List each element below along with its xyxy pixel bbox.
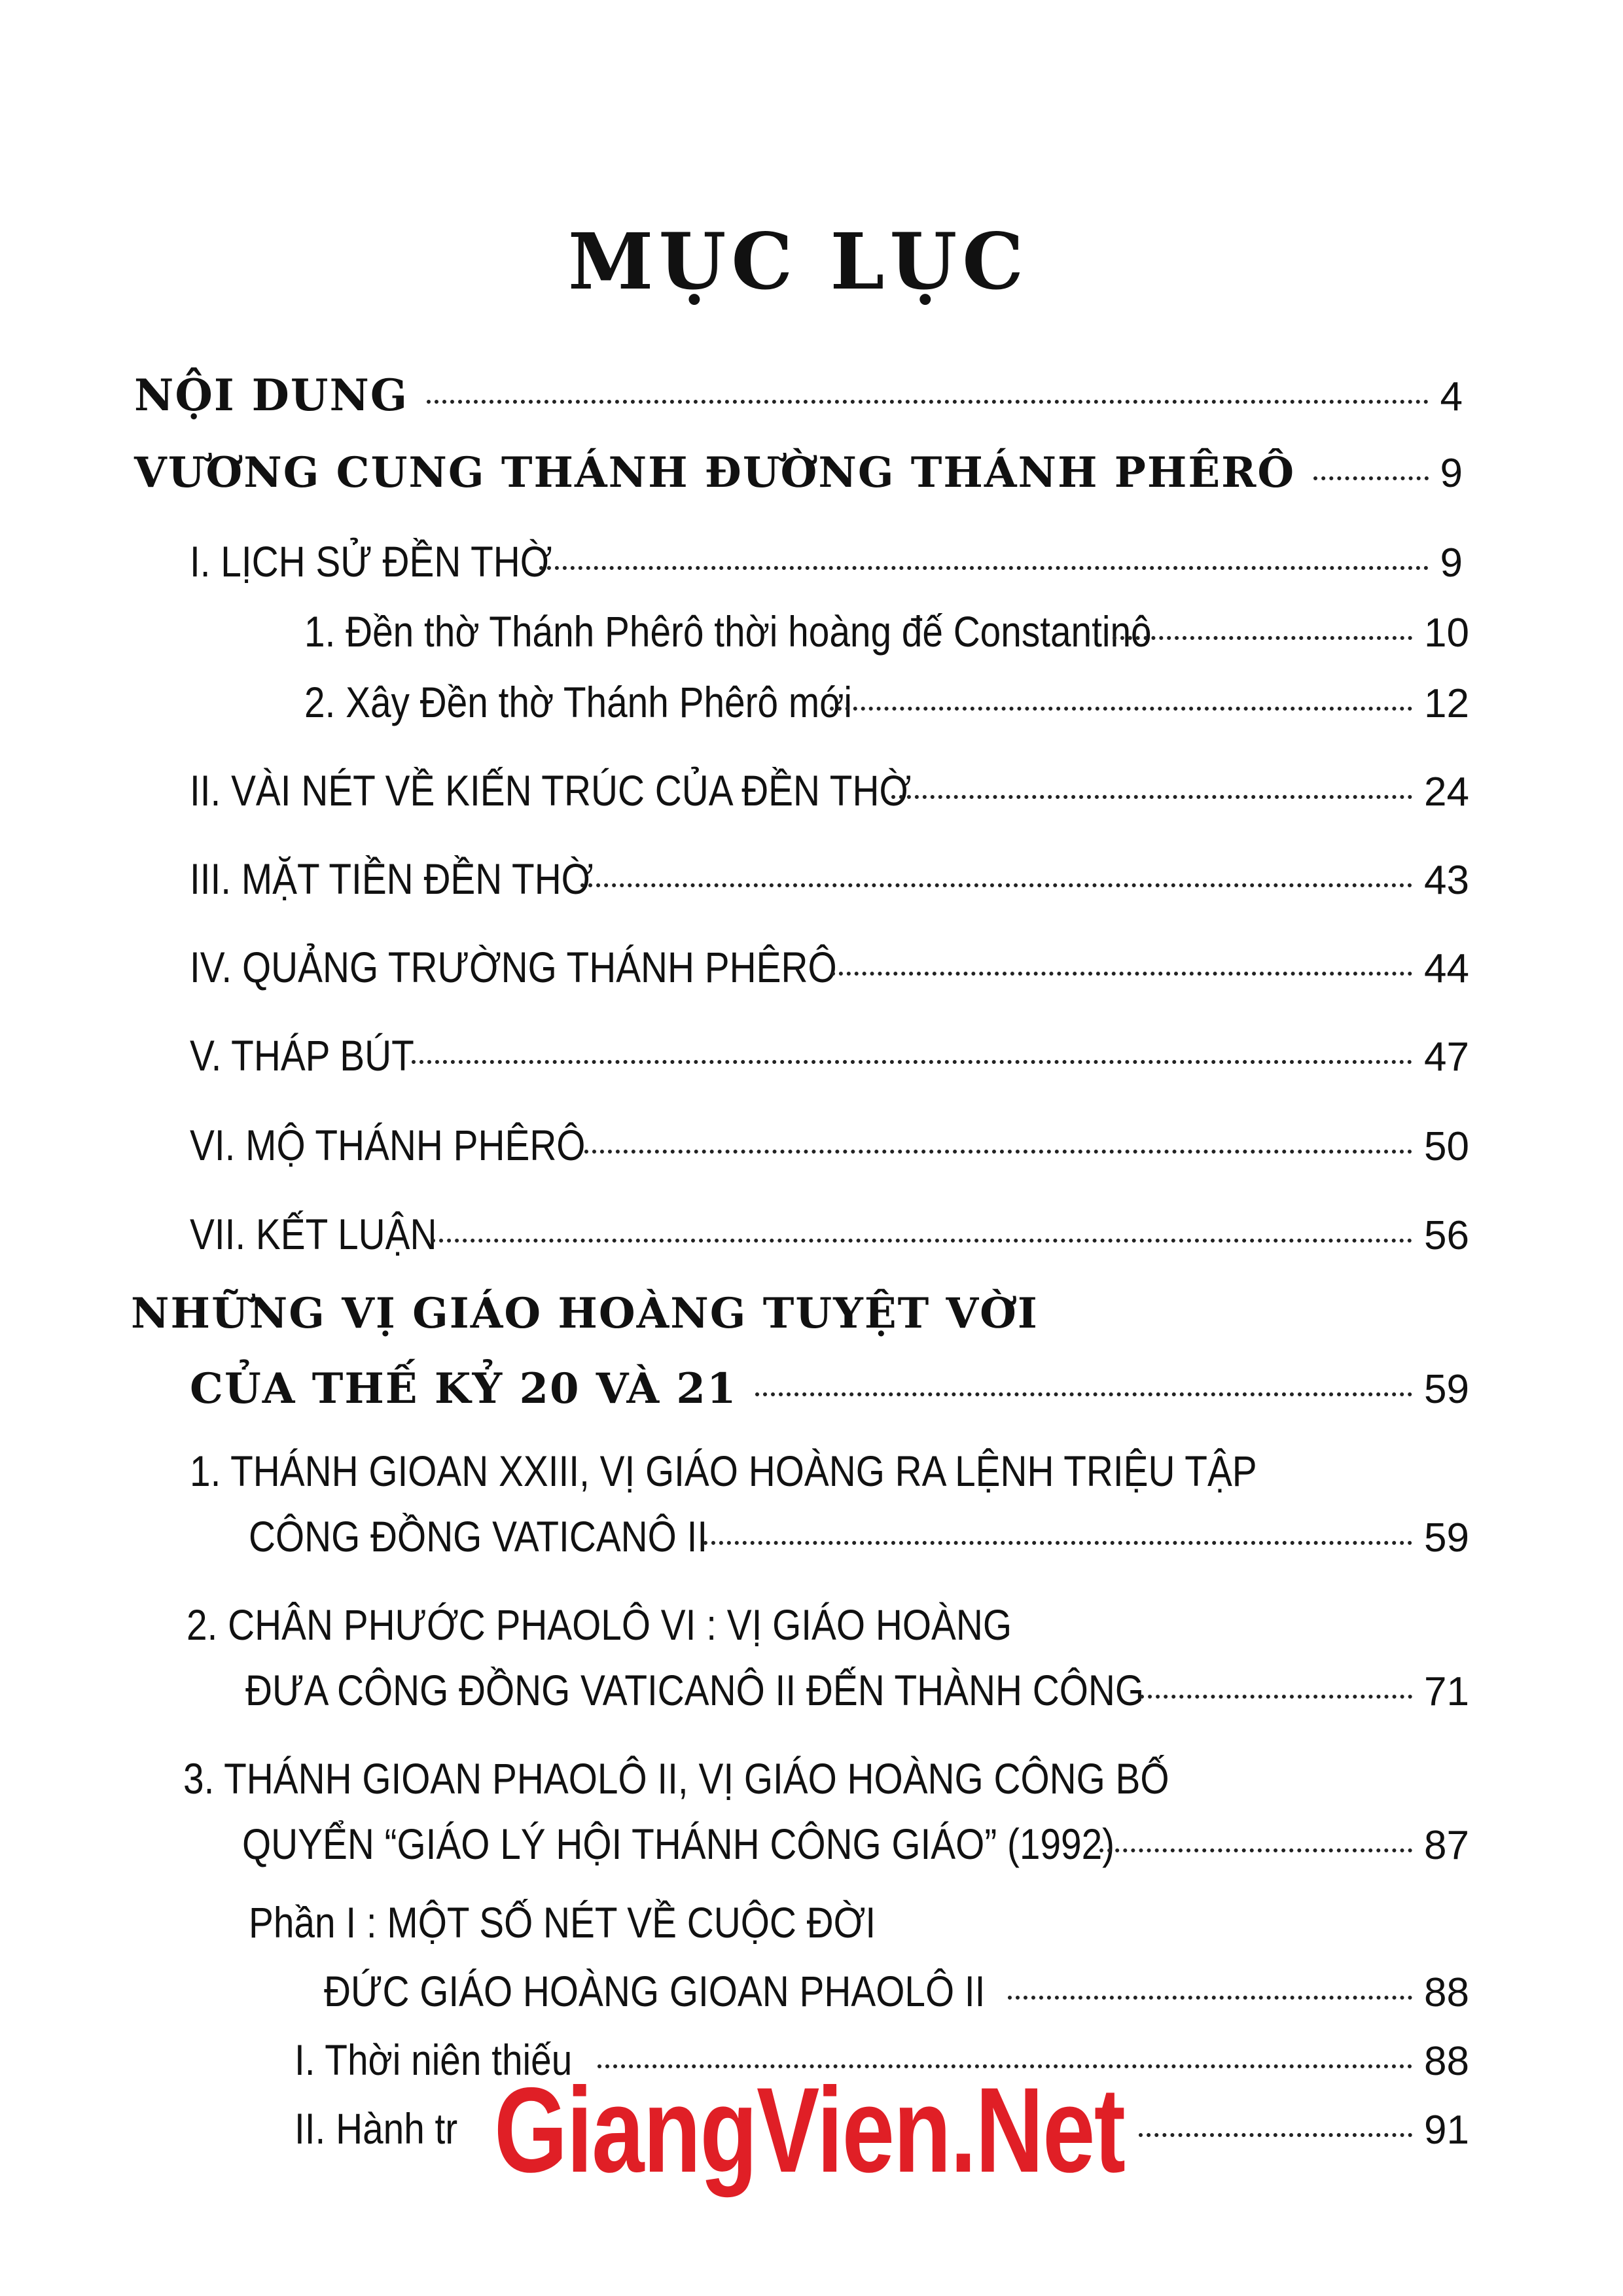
toc-entry-label: 2. Xây Đền thờ Thánh Phêrô mới xyxy=(304,678,852,726)
toc-entry-label: V. THÁP BÚT xyxy=(190,1031,414,1080)
toc-entry-thap-but[interactable] xyxy=(190,1031,1469,1080)
toc-entry-phan-i[interactable] xyxy=(324,1966,1469,2016)
toc-entry-gioan-xxiii[interactable] xyxy=(249,1511,1469,1561)
leader-dots xyxy=(1008,1996,1412,2000)
toc-entry-giao-hoang-line1[interactable]: NHỮNG VỊ GIÁO HOÀNG TUYỆT VỜI xyxy=(131,1289,1039,1338)
toc-entry-gioan-phaolo-ii[interactable] xyxy=(242,1819,1469,1869)
toc-entry-noi-dung[interactable] xyxy=(134,370,1463,421)
leader-dots xyxy=(539,566,1429,570)
toc-entry-constantino[interactable] xyxy=(304,607,1469,656)
toc-entry-page: 9 xyxy=(1440,540,1463,586)
toc-entry-page: 50 xyxy=(1424,1124,1469,1169)
toc-entry-page: 87 xyxy=(1424,1823,1469,1868)
toc-entry-label: 1. Đền thờ Thánh Phêrô thời hoàng đế Constantinô xyxy=(304,607,1152,656)
toc-entry-page: 56 xyxy=(1424,1213,1469,1258)
leader-dots xyxy=(412,1060,1412,1064)
toc-entry-page: 43 xyxy=(1424,858,1469,903)
leader-dots xyxy=(580,883,1412,887)
toc-entry-label: II. Hành tr xyxy=(294,2104,458,2153)
toc-entry-page: 88 xyxy=(1424,1970,1469,2015)
toc-entry-label: I. Thời niên thiếu xyxy=(294,2036,573,2084)
leader-dots xyxy=(830,707,1412,711)
toc-entry-label: ĐỨC GIÁO HOÀNG GIOAN PHAOLÔ II xyxy=(324,1967,986,2015)
toc-entry-mat-tien[interactable] xyxy=(190,854,1469,904)
toc-entry-label: ĐƯA CÔNG ĐỒNG VATICANÔ II ĐẾN THÀNH CÔNG xyxy=(245,1666,1145,1714)
leader-dots xyxy=(755,1392,1412,1396)
toc-entry-page: 59 xyxy=(1424,1515,1469,1561)
toc-entry-page: 59 xyxy=(1424,1367,1469,1412)
page-title: MỤC LỤC xyxy=(567,216,1029,307)
toc-entry-page: 12 xyxy=(1424,681,1469,726)
toc-entry-phan-i-line1[interactable]: Phần I : MỘT SỐ NÉT VỀ CUỘC ĐỜI xyxy=(249,1898,876,1947)
toc-entry-label: QUYỂN “GIÁO LÝ HỘI THÁNH CÔNG GIÁO” (1992) xyxy=(242,1820,1115,1868)
toc-entry-page: 91 xyxy=(1424,2108,1469,2153)
toc-entry-giao-hoang[interactable] xyxy=(190,1364,1469,1413)
toc-entry-label: VI. MỘ THÁNH PHÊRÔ xyxy=(190,1121,586,1169)
leader-dots xyxy=(1140,1695,1413,1699)
toc-entry-xay-den-tho[interactable] xyxy=(304,677,1469,727)
toc-entry-page: 88 xyxy=(1424,2039,1469,2084)
toc-entry-label: CÔNG ĐỒNG VATICANÔ II xyxy=(249,1512,708,1561)
leader-dots xyxy=(891,795,1413,799)
toc-entry-page: 9 xyxy=(1440,451,1463,496)
toc-entry-label: VII. KẾT LUẬN xyxy=(190,1210,437,1258)
toc-entry-mo-thanh[interactable] xyxy=(190,1120,1469,1170)
toc-entry-page: 44 xyxy=(1424,946,1469,991)
toc-entry-label: II. VÀI NÉT VỀ KIẾN TRÚC CỦA ĐỀN THỜ xyxy=(190,766,912,815)
leader-dots xyxy=(1139,2133,1412,2137)
leader-dots xyxy=(431,1239,1412,1243)
toc-entry-page: 10 xyxy=(1424,610,1469,656)
leader-dots xyxy=(1099,1848,1412,1852)
leader-dots xyxy=(1113,636,1412,640)
toc-entry-label: VƯƠNG CUNG THÁNH ĐƯỜNG THÁNH PHÊRÔ xyxy=(134,448,1296,497)
toc-entry-lich-su[interactable] xyxy=(190,537,1463,586)
leader-dots xyxy=(704,1541,1412,1545)
toc-entry-label: IV. QUẢNG TRƯỜNG THÁNH PHÊRÔ xyxy=(190,943,837,991)
toc-entry-page: 47 xyxy=(1424,1034,1469,1080)
toc-entry-label: I. LỊCH SỬ ĐỀN THỜ xyxy=(190,537,552,586)
toc-entry-page: 24 xyxy=(1424,769,1469,815)
toc-entry-quang-truong[interactable] xyxy=(190,942,1469,992)
toc-entry-label: CỦA THẾ KỶ 20 VÀ 21 xyxy=(190,1364,738,1413)
toc-entry-page: 4 xyxy=(1440,374,1463,419)
watermark-logo: GiangVien.Net xyxy=(494,2063,1125,2198)
toc-entry-ket-luan[interactable] xyxy=(190,1209,1469,1259)
leader-dots xyxy=(831,972,1412,976)
toc-entry-gioan-phaolo-ii-line1[interactable]: 3. THÁNH GIOAN PHAOLÔ II, VỊ GIÁO HOÀNG CÔNG BỐ xyxy=(183,1754,1169,1803)
toc-entry-phaolo-vi[interactable] xyxy=(245,1665,1469,1715)
leader-dots xyxy=(584,1150,1412,1154)
toc-entry-kien-truc[interactable] xyxy=(190,766,1469,815)
toc-entry-vuong-cung[interactable] xyxy=(134,448,1463,497)
leader-dots xyxy=(427,400,1428,404)
toc-entry-gioan-xxiii-line1[interactable]: 1. THÁNH GIOAN XXIII, VỊ GIÁO HOÀNG RA LỆNH TRIỆU TẬP xyxy=(190,1447,1257,1495)
toc-entry-label: III. MẶT TIỀN ĐỀN THỜ xyxy=(190,855,594,903)
toc-entry-page: 71 xyxy=(1424,1669,1469,1714)
leader-dots xyxy=(1313,476,1428,480)
toc-entry-label: NỘI DUNG xyxy=(134,370,409,421)
toc-entry-phaolo-vi-line1[interactable]: 2. CHÂN PHƯỚC PHAOLÔ VI : VỊ GIÁO HOÀNG xyxy=(187,1600,1012,1649)
